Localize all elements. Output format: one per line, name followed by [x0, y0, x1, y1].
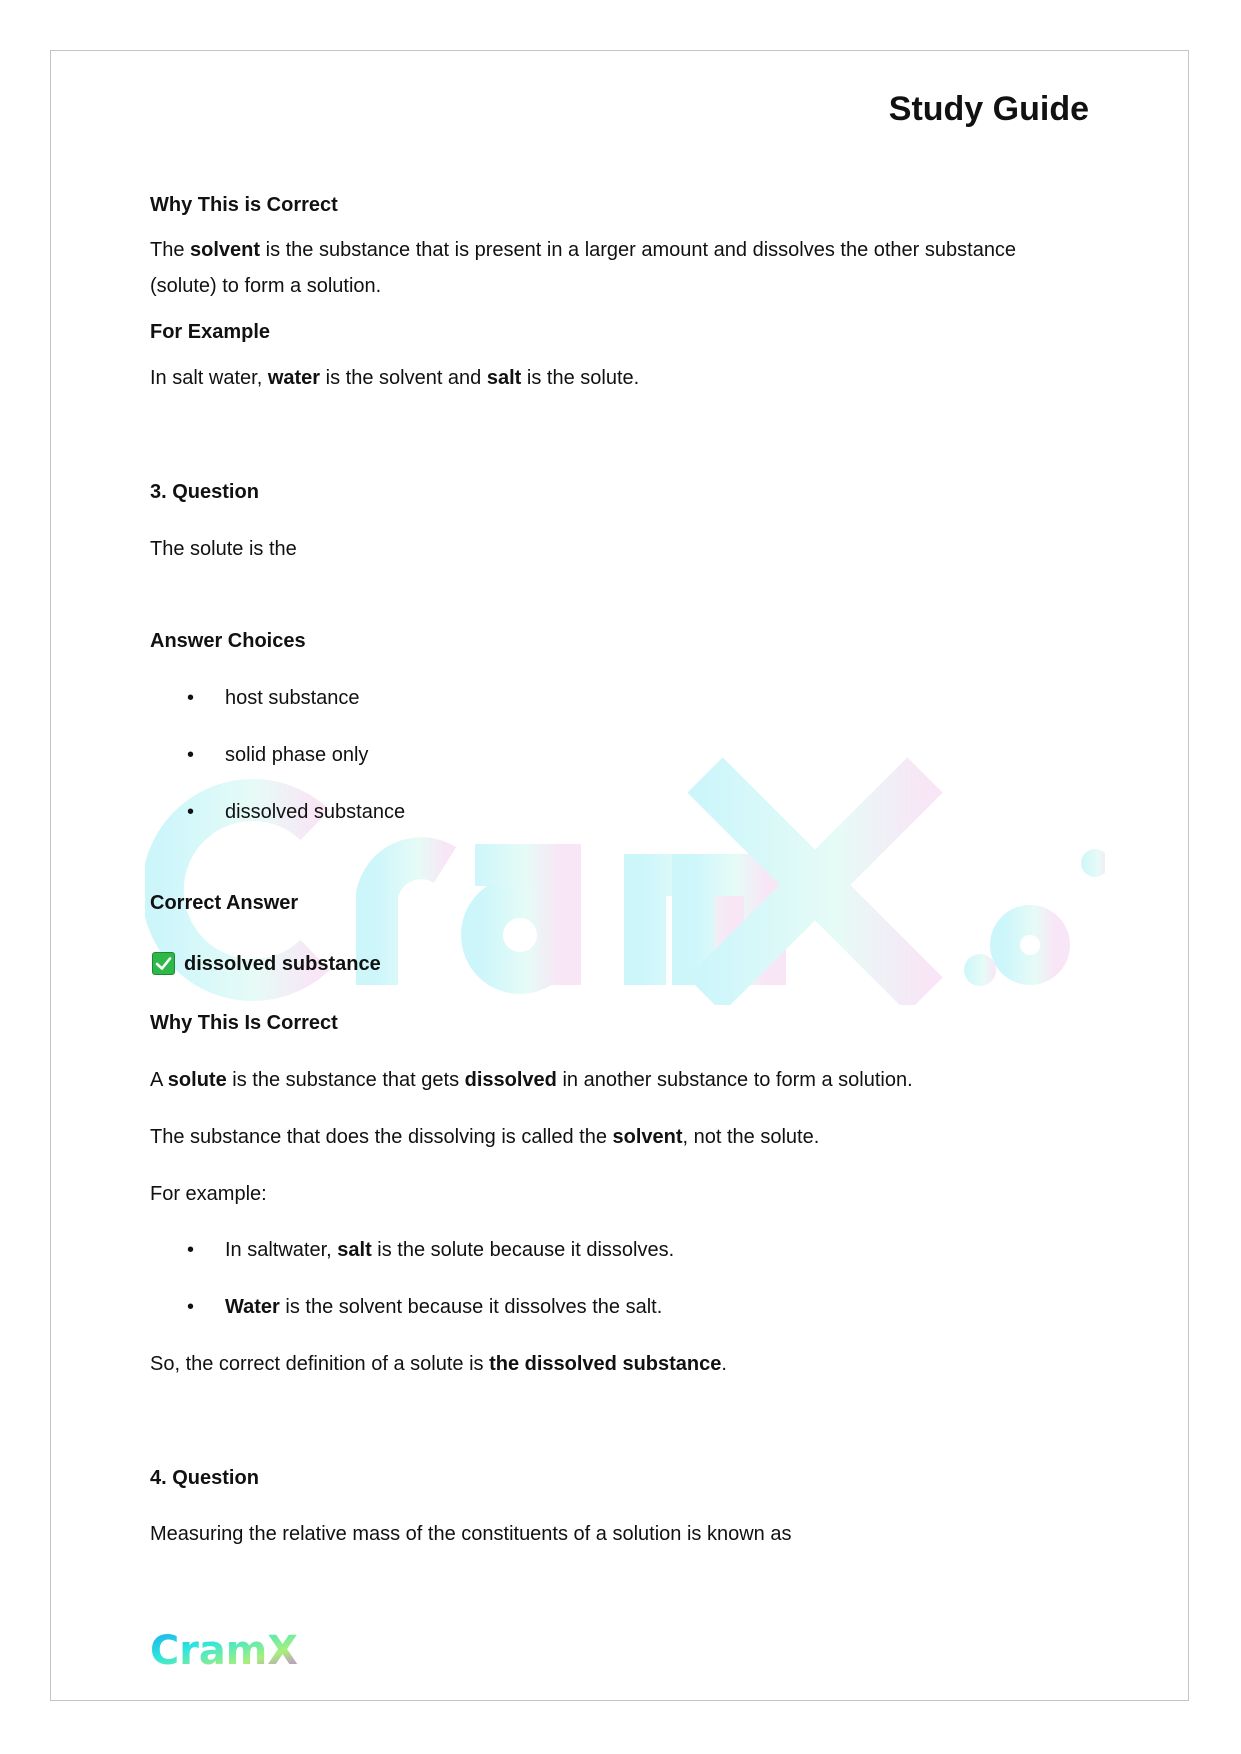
bold-text: solvent: [190, 239, 261, 261]
answer-choice: host substance: [225, 687, 360, 709]
svg-text:CramX: CramX: [150, 1628, 299, 1674]
example-paragraph: [150, 366, 639, 390]
explanation-paragraph-cont: (solute) to form a solution.: [150, 275, 382, 297]
bold-text: the dissolved substance: [489, 1353, 722, 1375]
explanation-paragraph: [150, 238, 1016, 262]
bold-text: salt: [337, 1239, 372, 1261]
for-example-heading: For Example: [150, 321, 271, 343]
check-mark-icon: [152, 952, 175, 975]
text: In saltwater,: [225, 1239, 338, 1261]
answer-choice: solid phase only: [225, 744, 369, 766]
text: A: [150, 1069, 168, 1091]
example-item: [225, 1238, 674, 1262]
text: The substance that does the dissolving is called the: [150, 1126, 613, 1148]
correct-answer: dissolved substance: [184, 953, 381, 975]
text: In salt water,: [150, 367, 268, 389]
bold-text: solvent: [612, 1126, 683, 1148]
text: The: [150, 239, 191, 261]
why-correct-heading: Why This is Correct: [150, 194, 338, 216]
text: So, the correct definition of a solute is: [150, 1353, 490, 1375]
correct-answer-heading: Correct Answer: [150, 892, 299, 914]
explanation-paragraph: [150, 1125, 819, 1149]
bullet: •: [187, 687, 195, 709]
for-example-label: For example:: [150, 1183, 267, 1205]
bullet: •: [187, 801, 195, 823]
bold-text: solute: [167, 1069, 227, 1091]
bold-text: water: [267, 367, 321, 389]
bold-text: Water: [225, 1296, 280, 1318]
bullet: •: [187, 1296, 195, 1318]
question-4-text: Measuring the relative mass of the constituents of a solution is known as: [150, 1523, 792, 1545]
example-item: [225, 1295, 662, 1319]
conclusion-paragraph: [150, 1352, 727, 1376]
text: is the solute because it dissolves.: [371, 1239, 675, 1261]
why-correct-heading: Why This Is Correct: [150, 1012, 338, 1034]
text: .: [721, 1353, 727, 1375]
bullet: •: [187, 744, 195, 766]
bold-text: salt: [486, 367, 522, 389]
question-4-heading: 4. Question: [150, 1467, 259, 1489]
text: , not the solute.: [682, 1126, 820, 1148]
text: is the substance that gets: [226, 1069, 465, 1091]
text: is the solute.: [521, 367, 640, 389]
answer-choice: dissolved substance: [225, 801, 406, 823]
text: is the solvent because it dissolves the salt.: [279, 1296, 663, 1318]
bullet: •: [187, 1239, 195, 1261]
text: in another substance to form a solution.: [556, 1069, 913, 1091]
cramx-logo: [148, 1624, 300, 1674]
question-3-text: The solute is the: [150, 538, 297, 560]
page-title: Study Guide: [888, 90, 1089, 128]
explanation-paragraph: [150, 1068, 913, 1092]
text: is the substance that is present in a larger amount and dissolves the other substance: [260, 239, 1017, 261]
answer-choices-heading: Answer Choices: [150, 630, 306, 652]
question-3-heading: 3. Question: [150, 481, 259, 503]
bold-text: dissolved: [464, 1069, 557, 1091]
text: is the solvent and: [320, 367, 487, 389]
